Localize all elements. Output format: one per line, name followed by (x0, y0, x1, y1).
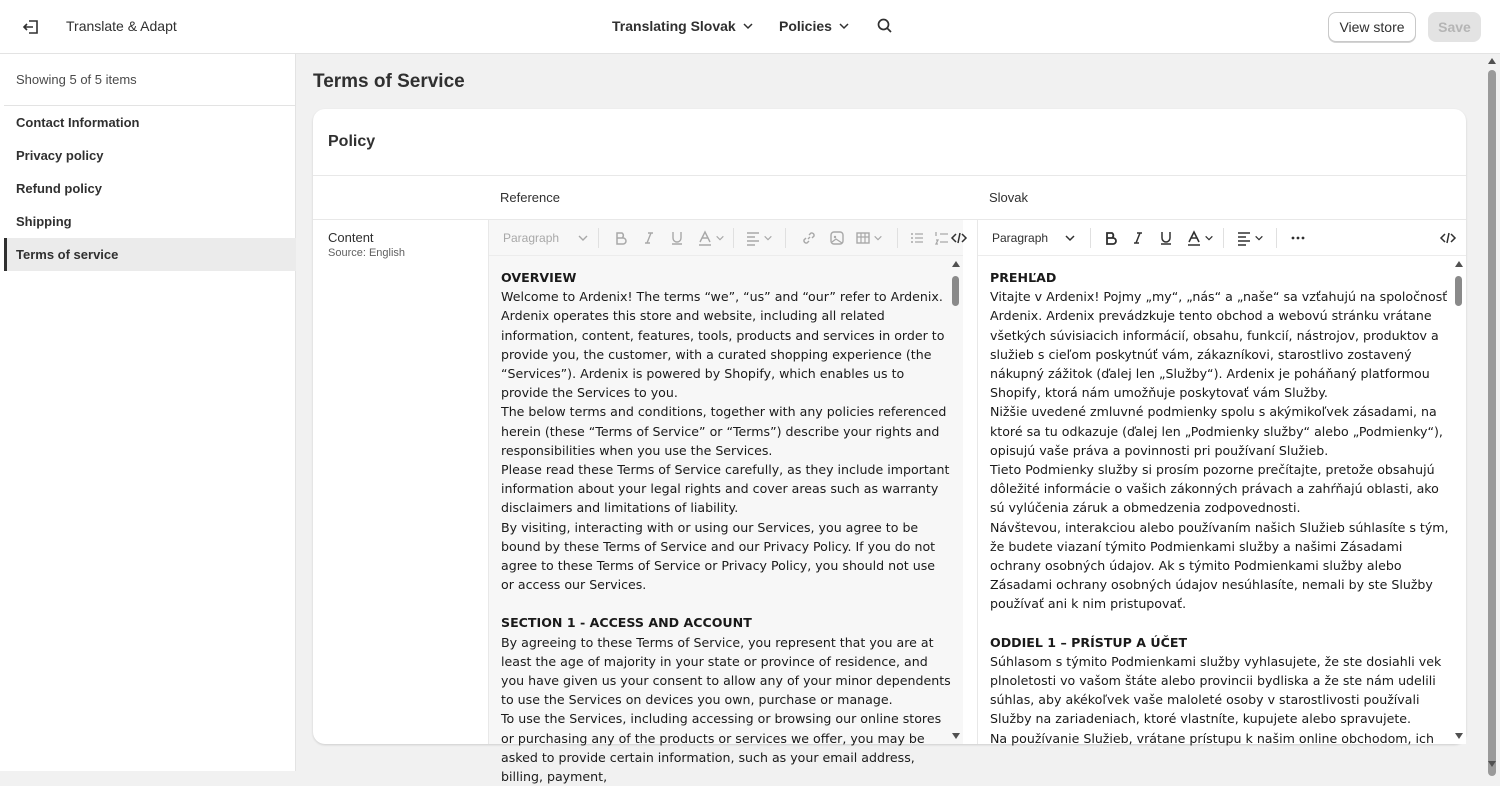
app-title: Translate & Adapt (66, 18, 177, 34)
doc-paragraph: Na používanie Služieb, vrátane prístupu k našim online obchodom, ich (990, 730, 1434, 746)
target-column-header: Slovak (989, 190, 1029, 205)
reference-column-header: Reference (500, 190, 560, 205)
block-style-label: Paragraph (992, 231, 1049, 245)
translation-toolbar (978, 220, 1466, 256)
bold-icon[interactable] (1103, 230, 1119, 246)
language-dropdown-label: Translating Slovak (612, 18, 736, 34)
scroll-up-icon[interactable] (951, 260, 961, 268)
exit-icon[interactable] (20, 16, 42, 38)
link-icon (801, 230, 817, 246)
chevron-down-icon (838, 20, 850, 32)
text-color-icon[interactable] (1186, 230, 1214, 246)
scroll-up-icon[interactable] (1487, 57, 1497, 65)
doc-heading: SECTION 1 - ACCESS AND ACCOUNT (501, 615, 752, 631)
more-options-icon[interactable] (1290, 230, 1306, 246)
doc-heading: ODDIEL 1 – PRÍSTUP A ÚČET (990, 634, 1188, 650)
reference-editor (488, 220, 963, 785)
field-label: Content (328, 230, 374, 245)
underline-icon (669, 230, 685, 246)
reference-document (501, 268, 951, 786)
table-icon (855, 230, 883, 246)
bullet-list-icon (909, 230, 925, 246)
numbered-list-icon (934, 230, 950, 246)
doc-paragraph: Nižšie uvedené zmluvné podmienky spolu s akýmikoľvek zásadami, na ktoré sa tu odkazuje (ďalej len „Podmienky služby“ alebo „Podmienky“), opisujú vaše práva a povinnosti pri používaní Služieb. (990, 404, 1443, 458)
translation-editor[interactable] (977, 220, 1466, 744)
doc-paragraph: To use the Services, including accessing or browsing our online stores or purchasing any of the products or services we offer, you may be asked to provide certain information, such as your email address, billing, payment, (501, 711, 942, 785)
align-icon[interactable] (1236, 230, 1264, 246)
doc-paragraph: By agreeing to these Terms of Service, you represent that you are at least the age of majority in your state or province of residence, and you have given us your consent to allow any of your minor dependents to use the Services on devices you own, purchase or manage. (501, 634, 951, 708)
scroll-up-icon[interactable] (1454, 260, 1464, 268)
align-icon (745, 230, 773, 246)
code-view-icon (951, 230, 967, 246)
sidebar-item-label: Contact Information (16, 115, 140, 130)
translation-document[interactable] (990, 268, 1450, 748)
sidebar-item-label: Privacy policy (16, 148, 104, 163)
doc-paragraph: Vitajte v Ardenix! Pojmy „my“, „nás“ a „naše“ sa vzťahujú na spoločnosť Ardenix. Ardenix prevádzkuje tento obchod a webovú stránku vrátane všetkých súvisiacich informácií, obsahu, funkcií, nástrojov, produktov a služieb s cieľom poskytnúť vám, zákazníkovi, starostlivo zostavený nákupný zážitok (ďalej len „Služby“). Ardenix je poháňaný platformou Shopify, ktorá nám umožňuje poskytovať vám Služby. (990, 289, 1448, 401)
sidebar-item-terms-of-service[interactable] (4, 238, 296, 271)
doc-paragraph: Please read these Terms of Service carefully, as they include important information about your legal rights and cover areas such as warranty disclaimers and limitations of liability. (501, 462, 950, 516)
scroll-down-icon[interactable] (1454, 732, 1464, 740)
sidebar-item-label: Refund policy (16, 181, 102, 196)
divider (313, 175, 1466, 176)
reference-toolbar (489, 220, 963, 256)
chevron-down-icon (742, 20, 754, 32)
scroll-thumb[interactable] (952, 276, 959, 306)
sidebar (4, 54, 296, 771)
image-icon (829, 230, 845, 246)
reference-scrollbar[interactable] (949, 256, 963, 744)
block-style-select[interactable] (992, 230, 1076, 246)
sidebar-item-contact-information[interactable] (4, 106, 296, 139)
language-dropdown[interactable] (612, 18, 754, 34)
italic-icon (641, 230, 657, 246)
block-style-label: Paragraph (503, 231, 560, 245)
scroll-thumb[interactable] (1455, 276, 1462, 306)
doc-heading: OVERVIEW (501, 270, 577, 285)
doc-paragraph: Tieto Podmienky služby si prosím pozorne prečítajte, pretože obsahujú dôležité informácie o vašich zákonných právach a zahŕňajú oblasti, ako sú vylúčenia záruk a obmedzenia zodpovednosti. (990, 462, 1439, 516)
top-bar (0, 0, 1500, 54)
sidebar-item-label: Terms of service (16, 247, 119, 262)
doc-paragraph: Welcome to Ardenix! The terms “we”, “us” and “our” refer to Ardenix. Ardenix operates this store and website, including all related information, content, features, tools, products and services in order to provide you, the customer, with a curated shopping experience (the “Services”). Ardenix is powered by Shopify, which enables us to provide the Services to you. (501, 289, 945, 401)
resource-dropdown[interactable] (779, 18, 850, 34)
scroll-down-icon[interactable] (951, 732, 961, 740)
underline-icon[interactable] (1158, 230, 1174, 246)
search-icon[interactable] (876, 17, 894, 35)
translation-scrollbar[interactable] (1452, 256, 1466, 744)
doc-paragraph: Návštevou, interakciou alebo používaním našich Služieb súhlasíte s tým, že budete viazaní týmito Podmienkami služby a našimi Zásadami ochrany osobných údajov. Ak s týmito Podmienkami služby alebo Zásadami ochrany osobných údajov nesúhlasíte, nemali by ste Služby používať ani k nim pristupovať. (990, 519, 1449, 612)
doc-heading: PREHĽAD (990, 270, 1057, 285)
chevron-down-icon (1064, 232, 1076, 244)
sidebar-item-label: Shipping (16, 214, 72, 229)
doc-paragraph: By visiting, interacting with or using our Services, you agree to be bound by these Terms of Service and our Privacy Policy. If you do not agree to these Terms of Service or Privacy Policy, you should not use or access our Services. (501, 519, 936, 593)
scroll-thumb[interactable] (1488, 70, 1496, 776)
page-scrollbar[interactable] (1484, 54, 1500, 771)
field-source: Source: English (328, 247, 406, 259)
sidebar-item-shipping[interactable] (4, 205, 296, 238)
chevron-down-icon (577, 232, 589, 244)
sidebar-item-privacy-policy[interactable] (4, 139, 296, 172)
doc-spacer (501, 594, 951, 613)
scroll-down-icon[interactable] (1487, 760, 1497, 768)
page-title: Terms of Service (313, 71, 465, 92)
view-store-button[interactable]: View store (1328, 12, 1416, 42)
item-count: Showing 5 of 5 items (16, 72, 137, 87)
sidebar-item-refund-policy[interactable] (4, 172, 296, 205)
doc-spacer (990, 614, 1450, 633)
bold-icon (613, 230, 629, 246)
code-view-icon[interactable] (1440, 230, 1456, 246)
italic-icon[interactable] (1130, 230, 1146, 246)
card-title: Policy (328, 133, 376, 150)
policy-card (313, 109, 1466, 785)
save-button[interactable]: Save (1428, 12, 1481, 42)
doc-paragraph: Súhlasom s týmito Podmienkami služby vyhlasujete, že ste dosiahli vek plnoletosti vo vašom štáte alebo provincii bydliska a že ste nám udelili súhlas, aby akékoľvek vaše maloleté osoby v starostlivosti používali Služby na zariadeniach, ktoré vlastníte, kupujete alebo spravujete. (990, 653, 1442, 727)
text-color-icon (697, 230, 725, 246)
doc-paragraph: The below terms and conditions, together with any policies referenced herein (these “Terms of Service” or “Terms”) describe your rights and responsibilities when you use the Services. (501, 404, 947, 458)
block-style-select (503, 230, 589, 246)
resource-dropdown-label: Policies (779, 18, 832, 34)
